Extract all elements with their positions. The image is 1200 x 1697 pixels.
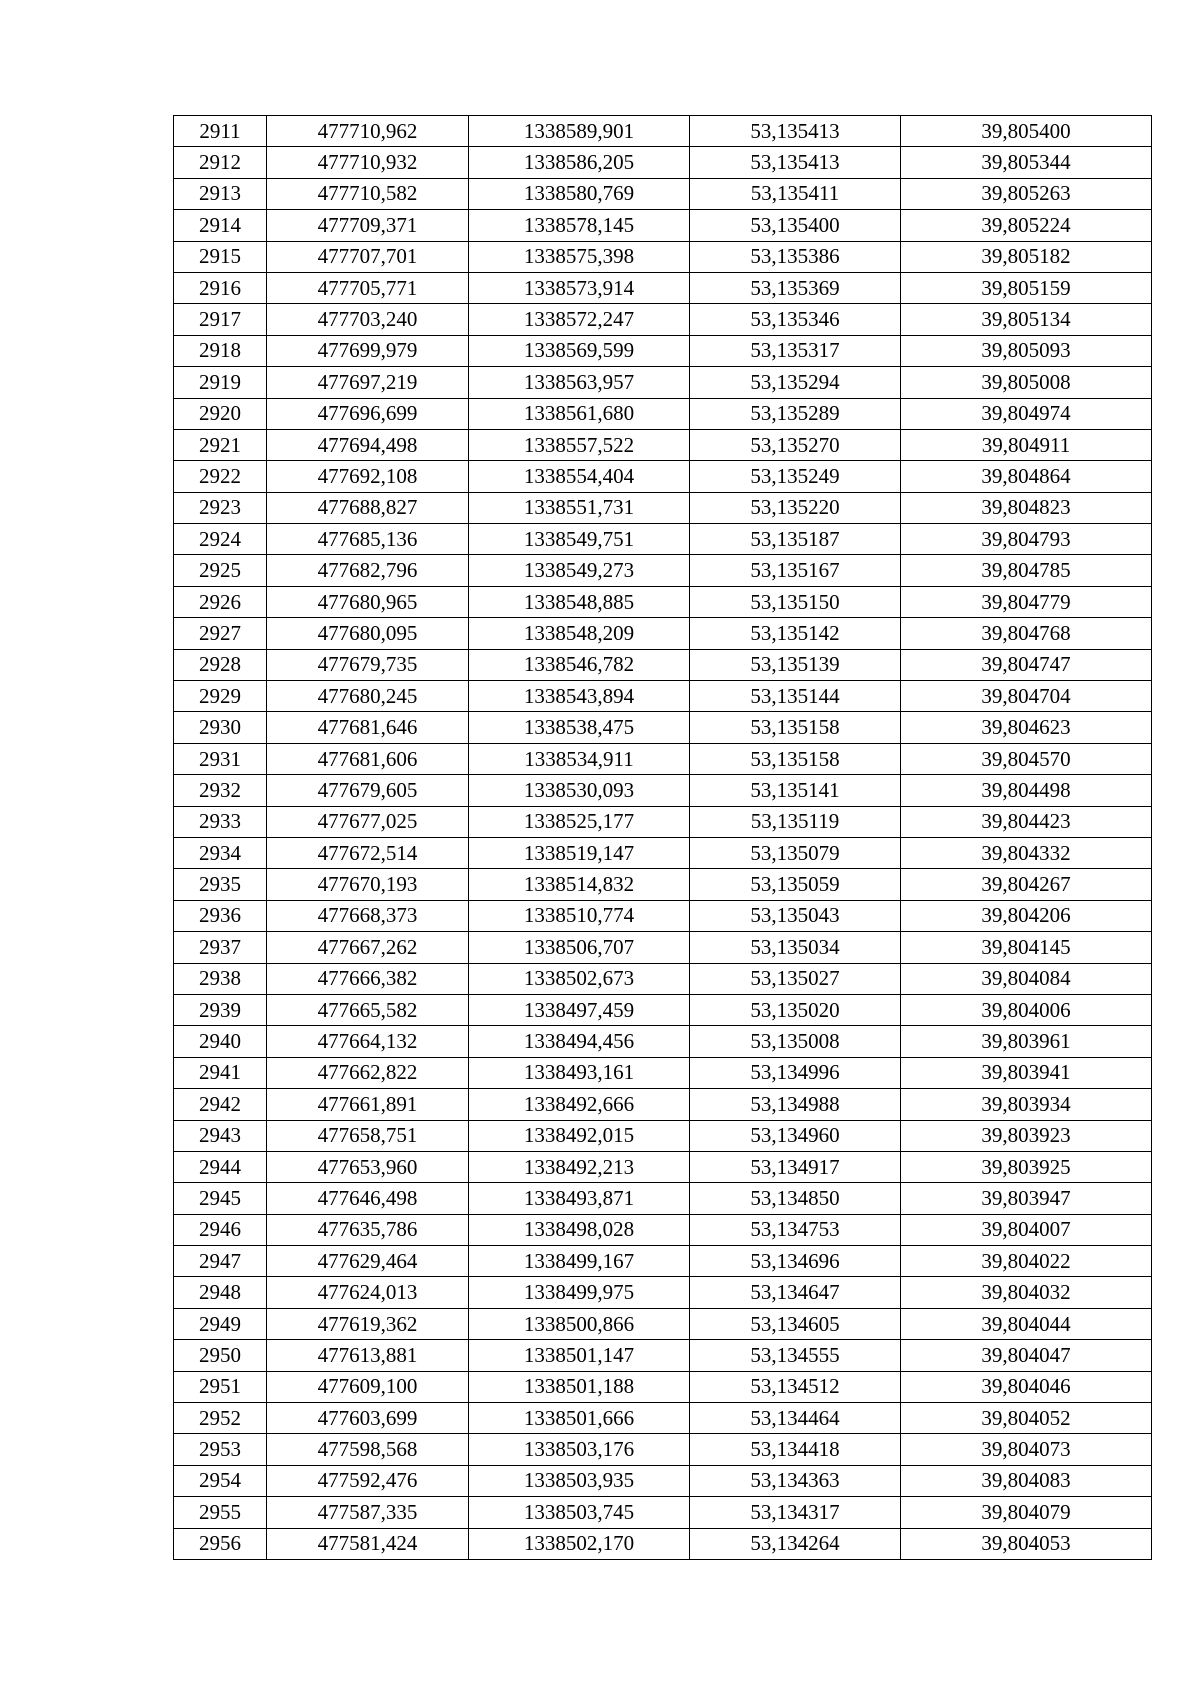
x-coordinate-cell: 477629,464: [267, 1246, 469, 1277]
x-coordinate-cell: 477692,108: [267, 461, 469, 492]
longitude-cell: 39,805182: [901, 241, 1152, 272]
y-coordinate-cell: 1338549,751: [469, 524, 690, 555]
x-coordinate-cell: 477635,786: [267, 1214, 469, 1245]
longitude-cell: 39,804046: [901, 1371, 1152, 1402]
point-number-cell: 2926: [174, 586, 267, 617]
table-row: [174, 775, 1152, 806]
point-number-cell: 2923: [174, 492, 267, 523]
longitude-cell: 39,803934: [901, 1089, 1152, 1120]
latitude-cell: 53,135139: [690, 649, 901, 680]
latitude-cell: 53,135158: [690, 712, 901, 743]
x-coordinate-cell: 477688,827: [267, 492, 469, 523]
table-row: [174, 147, 1152, 178]
point-number-cell: 2939: [174, 994, 267, 1025]
table-row: [174, 210, 1152, 241]
point-number-cell: 2927: [174, 618, 267, 649]
table-row: [174, 618, 1152, 649]
y-coordinate-cell: 1338501,188: [469, 1371, 690, 1402]
longitude-cell: 39,805344: [901, 147, 1152, 178]
y-coordinate-cell: 1338500,866: [469, 1308, 690, 1339]
latitude-cell: 53,135079: [690, 837, 901, 868]
latitude-cell: 53,134696: [690, 1246, 901, 1277]
point-number-cell: 2916: [174, 272, 267, 303]
point-number-cell: 2934: [174, 837, 267, 868]
latitude-cell: 53,134555: [690, 1340, 901, 1371]
longitude-cell: 39,804974: [901, 398, 1152, 429]
point-number-cell: 2920: [174, 398, 267, 429]
point-number-cell: 2942: [174, 1089, 267, 1120]
longitude-cell: 39,804768: [901, 618, 1152, 649]
y-coordinate-cell: 1338548,209: [469, 618, 690, 649]
point-number-cell: 2922: [174, 461, 267, 492]
point-number-cell: 2925: [174, 555, 267, 586]
longitude-cell: 39,804423: [901, 806, 1152, 837]
latitude-cell: 53,134363: [690, 1465, 901, 1496]
latitude-cell: 53,135150: [690, 586, 901, 617]
point-number-cell: 2919: [174, 367, 267, 398]
table-row: [174, 1246, 1152, 1277]
latitude-cell: 53,134512: [690, 1371, 901, 1402]
latitude-cell: 53,135119: [690, 806, 901, 837]
y-coordinate-cell: 1338573,914: [469, 272, 690, 303]
point-number-cell: 2918: [174, 335, 267, 366]
table-row: [174, 586, 1152, 617]
y-coordinate-cell: 1338543,894: [469, 681, 690, 712]
x-coordinate-cell: 477697,219: [267, 367, 469, 398]
latitude-cell: 53,134753: [690, 1214, 901, 1245]
longitude-cell: 39,804044: [901, 1308, 1152, 1339]
y-coordinate-cell: 1338530,093: [469, 775, 690, 806]
table-row: [174, 429, 1152, 460]
latitude-cell: 53,135413: [690, 147, 901, 178]
point-number-cell: 2930: [174, 712, 267, 743]
y-coordinate-cell: 1338538,475: [469, 712, 690, 743]
y-coordinate-cell: 1338525,177: [469, 806, 690, 837]
latitude-cell: 53,135270: [690, 429, 901, 460]
latitude-cell: 53,134850: [690, 1183, 901, 1214]
longitude-cell: 39,804911: [901, 429, 1152, 460]
point-number-cell: 2952: [174, 1403, 267, 1434]
latitude-cell: 53,135043: [690, 900, 901, 931]
x-coordinate-cell: 477681,646: [267, 712, 469, 743]
point-number-cell: 2951: [174, 1371, 267, 1402]
table-row: [174, 304, 1152, 335]
table-row: [174, 241, 1152, 272]
latitude-cell: 53,134647: [690, 1277, 901, 1308]
latitude-cell: 53,134988: [690, 1089, 901, 1120]
x-coordinate-cell: 477668,373: [267, 900, 469, 931]
latitude-cell: 53,135187: [690, 524, 901, 555]
point-number-cell: 2929: [174, 681, 267, 712]
x-coordinate-cell: 477703,240: [267, 304, 469, 335]
point-number-cell: 2945: [174, 1183, 267, 1214]
table-row: [174, 178, 1152, 209]
point-number-cell: 2928: [174, 649, 267, 680]
point-number-cell: 2933: [174, 806, 267, 837]
y-coordinate-cell: 1338501,666: [469, 1403, 690, 1434]
table-row: [174, 492, 1152, 523]
table-row: [174, 1151, 1152, 1182]
x-coordinate-cell: 477680,965: [267, 586, 469, 617]
x-coordinate-cell: 477685,136: [267, 524, 469, 555]
x-coordinate-cell: 477653,960: [267, 1151, 469, 1182]
x-coordinate-cell: 477666,382: [267, 963, 469, 994]
x-coordinate-cell: 477705,771: [267, 272, 469, 303]
table-row: [174, 837, 1152, 868]
latitude-cell: 53,135144: [690, 681, 901, 712]
latitude-cell: 53,135400: [690, 210, 901, 241]
y-coordinate-cell: 1338563,957: [469, 367, 690, 398]
point-number-cell: 2947: [174, 1246, 267, 1277]
table-row: [174, 900, 1152, 931]
y-coordinate-cell: 1338493,161: [469, 1057, 690, 1088]
longitude-cell: 39,804206: [901, 900, 1152, 931]
table-row: [174, 1089, 1152, 1120]
point-number-cell: 2940: [174, 1026, 267, 1057]
x-coordinate-cell: 477672,514: [267, 837, 469, 868]
y-coordinate-cell: 1338501,147: [469, 1340, 690, 1371]
x-coordinate-cell: 477710,582: [267, 178, 469, 209]
x-coordinate-cell: 477603,699: [267, 1403, 469, 1434]
x-coordinate-cell: 477677,025: [267, 806, 469, 837]
point-number-cell: 2912: [174, 147, 267, 178]
point-number-cell: 2956: [174, 1528, 267, 1559]
y-coordinate-cell: 1338499,167: [469, 1246, 690, 1277]
longitude-cell: 39,804570: [901, 743, 1152, 774]
point-number-cell: 2943: [174, 1120, 267, 1151]
point-number-cell: 2911: [174, 116, 267, 147]
point-number-cell: 2946: [174, 1214, 267, 1245]
y-coordinate-cell: 1338510,774: [469, 900, 690, 931]
y-coordinate-cell: 1338506,707: [469, 932, 690, 963]
x-coordinate-cell: 477587,335: [267, 1497, 469, 1528]
table-row: [174, 555, 1152, 586]
point-number-cell: 2955: [174, 1497, 267, 1528]
longitude-cell: 39,805400: [901, 116, 1152, 147]
latitude-cell: 53,134917: [690, 1151, 901, 1182]
x-coordinate-cell: 477710,932: [267, 147, 469, 178]
latitude-cell: 53,135346: [690, 304, 901, 335]
table-row: [174, 806, 1152, 837]
point-number-cell: 2938: [174, 963, 267, 994]
y-coordinate-cell: 1338534,911: [469, 743, 690, 774]
latitude-cell: 53,135369: [690, 272, 901, 303]
point-number-cell: 2937: [174, 932, 267, 963]
latitude-cell: 53,135158: [690, 743, 901, 774]
longitude-cell: 39,804022: [901, 1246, 1152, 1277]
longitude-cell: 39,804079: [901, 1497, 1152, 1528]
x-coordinate-cell: 477592,476: [267, 1465, 469, 1496]
y-coordinate-cell: 1338549,273: [469, 555, 690, 586]
longitude-cell: 39,804779: [901, 586, 1152, 617]
point-number-cell: 2924: [174, 524, 267, 555]
latitude-cell: 53,134317: [690, 1497, 901, 1528]
point-number-cell: 2931: [174, 743, 267, 774]
y-coordinate-cell: 1338554,404: [469, 461, 690, 492]
x-coordinate-cell: 477681,606: [267, 743, 469, 774]
longitude-cell: 39,803947: [901, 1183, 1152, 1214]
y-coordinate-cell: 1338493,871: [469, 1183, 690, 1214]
table-row: [174, 1057, 1152, 1088]
point-number-cell: 2950: [174, 1340, 267, 1371]
longitude-cell: 39,805134: [901, 304, 1152, 335]
latitude-cell: 53,135386: [690, 241, 901, 272]
y-coordinate-cell: 1338499,975: [469, 1277, 690, 1308]
longitude-cell: 39,804864: [901, 461, 1152, 492]
table-row: [174, 681, 1152, 712]
point-number-cell: 2944: [174, 1151, 267, 1182]
table-row: [174, 1183, 1152, 1214]
y-coordinate-cell: 1338586,205: [469, 147, 690, 178]
longitude-cell: 39,804267: [901, 869, 1152, 900]
longitude-cell: 39,804083: [901, 1465, 1152, 1496]
y-coordinate-cell: 1338546,782: [469, 649, 690, 680]
y-coordinate-cell: 1338494,456: [469, 1026, 690, 1057]
y-coordinate-cell: 1338503,935: [469, 1465, 690, 1496]
y-coordinate-cell: 1338575,398: [469, 241, 690, 272]
x-coordinate-cell: 477662,822: [267, 1057, 469, 1088]
coordinates-table-body: [174, 116, 1152, 1560]
x-coordinate-cell: 477707,701: [267, 241, 469, 272]
longitude-cell: 39,804053: [901, 1528, 1152, 1559]
latitude-cell: 53,134464: [690, 1403, 901, 1434]
x-coordinate-cell: 477694,498: [267, 429, 469, 460]
longitude-cell: 39,805224: [901, 210, 1152, 241]
table-row: [174, 1308, 1152, 1339]
table-row: [174, 1497, 1152, 1528]
point-number-cell: 2932: [174, 775, 267, 806]
point-number-cell: 2917: [174, 304, 267, 335]
latitude-cell: 53,135220: [690, 492, 901, 523]
x-coordinate-cell: 477709,371: [267, 210, 469, 241]
latitude-cell: 53,135413: [690, 116, 901, 147]
x-coordinate-cell: 477581,424: [267, 1528, 469, 1559]
x-coordinate-cell: 477619,362: [267, 1308, 469, 1339]
y-coordinate-cell: 1338502,673: [469, 963, 690, 994]
point-number-cell: 2953: [174, 1434, 267, 1465]
latitude-cell: 53,134264: [690, 1528, 901, 1559]
latitude-cell: 53,135020: [690, 994, 901, 1025]
y-coordinate-cell: 1338578,145: [469, 210, 690, 241]
latitude-cell: 53,135289: [690, 398, 901, 429]
latitude-cell: 53,135249: [690, 461, 901, 492]
y-coordinate-cell: 1338572,247: [469, 304, 690, 335]
table-row: [174, 1120, 1152, 1151]
longitude-cell: 39,804332: [901, 837, 1152, 868]
latitude-cell: 53,135317: [690, 335, 901, 366]
y-coordinate-cell: 1338561,680: [469, 398, 690, 429]
x-coordinate-cell: 477646,498: [267, 1183, 469, 1214]
point-number-cell: 2913: [174, 178, 267, 209]
latitude-cell: 53,135294: [690, 367, 901, 398]
longitude-cell: 39,804047: [901, 1340, 1152, 1371]
x-coordinate-cell: 477680,095: [267, 618, 469, 649]
longitude-cell: 39,804823: [901, 492, 1152, 523]
table-row: [174, 272, 1152, 303]
y-coordinate-cell: 1338551,731: [469, 492, 690, 523]
point-number-cell: 2914: [174, 210, 267, 241]
longitude-cell: 39,804793: [901, 524, 1152, 555]
table-row: [174, 994, 1152, 1025]
y-coordinate-cell: 1338492,213: [469, 1151, 690, 1182]
table-row: [174, 743, 1152, 774]
longitude-cell: 39,805263: [901, 178, 1152, 209]
table-row: [174, 649, 1152, 680]
longitude-cell: 39,803923: [901, 1120, 1152, 1151]
x-coordinate-cell: 477670,193: [267, 869, 469, 900]
table-row: [174, 1434, 1152, 1465]
longitude-cell: 39,805008: [901, 367, 1152, 398]
y-coordinate-cell: 1338492,666: [469, 1089, 690, 1120]
longitude-cell: 39,803925: [901, 1151, 1152, 1182]
table-row: [174, 869, 1152, 900]
x-coordinate-cell: 477658,751: [267, 1120, 469, 1151]
x-coordinate-cell: 477680,245: [267, 681, 469, 712]
table-row: [174, 1403, 1152, 1434]
x-coordinate-cell: 477613,881: [267, 1340, 469, 1371]
longitude-cell: 39,803941: [901, 1057, 1152, 1088]
point-number-cell: 2948: [174, 1277, 267, 1308]
x-coordinate-cell: 477609,100: [267, 1371, 469, 1402]
latitude-cell: 53,134418: [690, 1434, 901, 1465]
longitude-cell: 39,804498: [901, 775, 1152, 806]
y-coordinate-cell: 1338557,522: [469, 429, 690, 460]
table-row: [174, 1277, 1152, 1308]
longitude-cell: 39,804073: [901, 1434, 1152, 1465]
longitude-cell: 39,805093: [901, 335, 1152, 366]
longitude-cell: 39,804785: [901, 555, 1152, 586]
table-row: [174, 963, 1152, 994]
table-row: [174, 932, 1152, 963]
latitude-cell: 53,135034: [690, 932, 901, 963]
point-number-cell: 2935: [174, 869, 267, 900]
latitude-cell: 53,135008: [690, 1026, 901, 1057]
x-coordinate-cell: 477679,735: [267, 649, 469, 680]
y-coordinate-cell: 1338569,599: [469, 335, 690, 366]
table-row: [174, 367, 1152, 398]
x-coordinate-cell: 477696,699: [267, 398, 469, 429]
latitude-cell: 53,134605: [690, 1308, 901, 1339]
latitude-cell: 53,135167: [690, 555, 901, 586]
y-coordinate-cell: 1338498,028: [469, 1214, 690, 1245]
x-coordinate-cell: 477664,132: [267, 1026, 469, 1057]
longitude-cell: 39,804007: [901, 1214, 1152, 1245]
longitude-cell: 39,804623: [901, 712, 1152, 743]
table-row: [174, 1340, 1152, 1371]
table-row: [174, 712, 1152, 743]
point-number-cell: 2954: [174, 1465, 267, 1496]
x-coordinate-cell: 477710,962: [267, 116, 469, 147]
table-row: [174, 461, 1152, 492]
point-number-cell: 2941: [174, 1057, 267, 1088]
table-row: [174, 1528, 1152, 1559]
x-coordinate-cell: 477699,979: [267, 335, 469, 366]
y-coordinate-cell: 1338514,832: [469, 869, 690, 900]
longitude-cell: 39,804145: [901, 932, 1152, 963]
latitude-cell: 53,135027: [690, 963, 901, 994]
table-row: [174, 398, 1152, 429]
point-number-cell: 2949: [174, 1308, 267, 1339]
x-coordinate-cell: 477665,582: [267, 994, 469, 1025]
longitude-cell: 39,804006: [901, 994, 1152, 1025]
y-coordinate-cell: 1338580,769: [469, 178, 690, 209]
point-number-cell: 2921: [174, 429, 267, 460]
latitude-cell: 53,135411: [690, 178, 901, 209]
longitude-cell: 39,804032: [901, 1277, 1152, 1308]
table-row: [174, 1465, 1152, 1496]
table-row: [174, 1371, 1152, 1402]
latitude-cell: 53,135142: [690, 618, 901, 649]
table-row: [174, 1026, 1152, 1057]
y-coordinate-cell: 1338503,176: [469, 1434, 690, 1465]
x-coordinate-cell: 477661,891: [267, 1089, 469, 1120]
longitude-cell: 39,804084: [901, 963, 1152, 994]
longitude-cell: 39,804704: [901, 681, 1152, 712]
longitude-cell: 39,804747: [901, 649, 1152, 680]
x-coordinate-cell: 477667,262: [267, 932, 469, 963]
y-coordinate-cell: 1338492,015: [469, 1120, 690, 1151]
table-row: [174, 116, 1152, 147]
y-coordinate-cell: 1338497,459: [469, 994, 690, 1025]
longitude-cell: 39,804052: [901, 1403, 1152, 1434]
x-coordinate-cell: 477624,013: [267, 1277, 469, 1308]
y-coordinate-cell: 1338502,170: [469, 1528, 690, 1559]
longitude-cell: 39,805159: [901, 272, 1152, 303]
y-coordinate-cell: 1338503,745: [469, 1497, 690, 1528]
x-coordinate-cell: 477682,796: [267, 555, 469, 586]
table-row: [174, 524, 1152, 555]
latitude-cell: 53,134996: [690, 1057, 901, 1088]
coordinates-table: [173, 115, 1152, 1560]
y-coordinate-cell: 1338519,147: [469, 837, 690, 868]
longitude-cell: 39,803961: [901, 1026, 1152, 1057]
latitude-cell: 53,134960: [690, 1120, 901, 1151]
x-coordinate-cell: 477679,605: [267, 775, 469, 806]
point-number-cell: 2936: [174, 900, 267, 931]
x-coordinate-cell: 477598,568: [267, 1434, 469, 1465]
latitude-cell: 53,135059: [690, 869, 901, 900]
latitude-cell: 53,135141: [690, 775, 901, 806]
table-row: [174, 1214, 1152, 1245]
table-row: [174, 335, 1152, 366]
y-coordinate-cell: 1338589,901: [469, 116, 690, 147]
y-coordinate-cell: 1338548,885: [469, 586, 690, 617]
point-number-cell: 2915: [174, 241, 267, 272]
